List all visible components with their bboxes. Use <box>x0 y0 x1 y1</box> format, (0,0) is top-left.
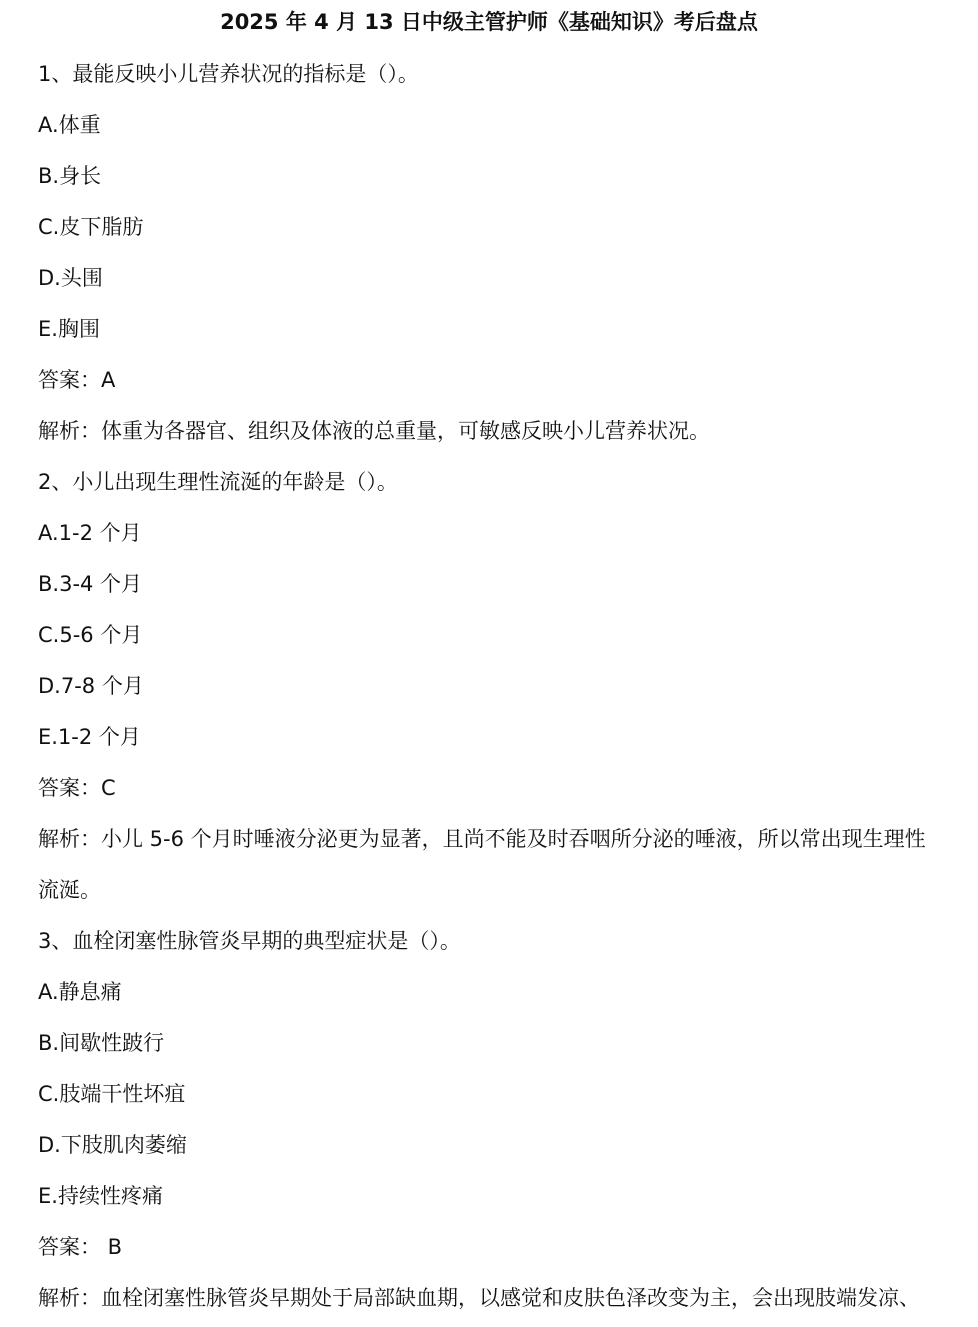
question-1-option-a: A.体重 <box>38 113 101 137</box>
question-1-answer: 答案：A <box>38 368 116 392</box>
question-2-option-a: A.1-2 个月 <box>38 521 142 545</box>
question-3-option-a: A.静息痛 <box>38 980 122 1004</box>
question-2-answer: 答案：C <box>38 776 116 800</box>
question-2-option-b: B.3-4 个月 <box>38 572 143 596</box>
question-2-stem: 2、小儿出现生理性流涎的年龄是（）。 <box>38 470 398 494</box>
question-1-option-b: B.身长 <box>38 164 102 188</box>
question-1-option-e: E.胸围 <box>38 317 100 341</box>
question-1-option-d: D.头围 <box>38 266 103 290</box>
question-2-analysis-line-2: 流涎。 <box>38 878 101 902</box>
question-3-option-c: C.肢端干性坏疽 <box>38 1082 186 1106</box>
question-3-option-e: E.持续性疼痛 <box>38 1184 163 1208</box>
question-2-option-e: E.1-2 个月 <box>38 725 141 749</box>
question-3-option-d: D.下肢肌肉萎缩 <box>38 1133 187 1157</box>
document-title: 2025 年 4 月 13 日中级主管护师《基础知识》考后盘点 <box>220 10 758 34</box>
question-3-answer: 答案： B <box>38 1235 123 1259</box>
question-2-analysis-line-1: 解析：小儿 5-6 个月时唾液分泌更为显著，且尚不能及时吞咽所分泌的唾液，所以常出现生理性 <box>38 827 926 851</box>
question-2-option-d: D.7-8 个月 <box>38 674 144 698</box>
question-3-stem: 3、血栓闭塞性脉管炎早期的典型症状是（）。 <box>38 929 461 953</box>
question-1-analysis: 解析：体重为各器官、组织及体液的总重量，可敏感反映小儿营养状况。 <box>38 419 710 443</box>
question-1-stem: 1、最能反映小儿营养状况的指标是（）。 <box>38 62 419 86</box>
question-3-analysis: 解析：血栓闭塞性脉管炎早期处于局部缺血期，以感觉和皮肤色泽改变为主，会出现肢端发凉、 <box>38 1286 920 1310</box>
question-2-option-c: C.5-6 个月 <box>38 623 143 647</box>
question-1-option-c: C.皮下脂肪 <box>38 215 144 239</box>
question-3-option-b: B.间歇性跛行 <box>38 1031 165 1055</box>
